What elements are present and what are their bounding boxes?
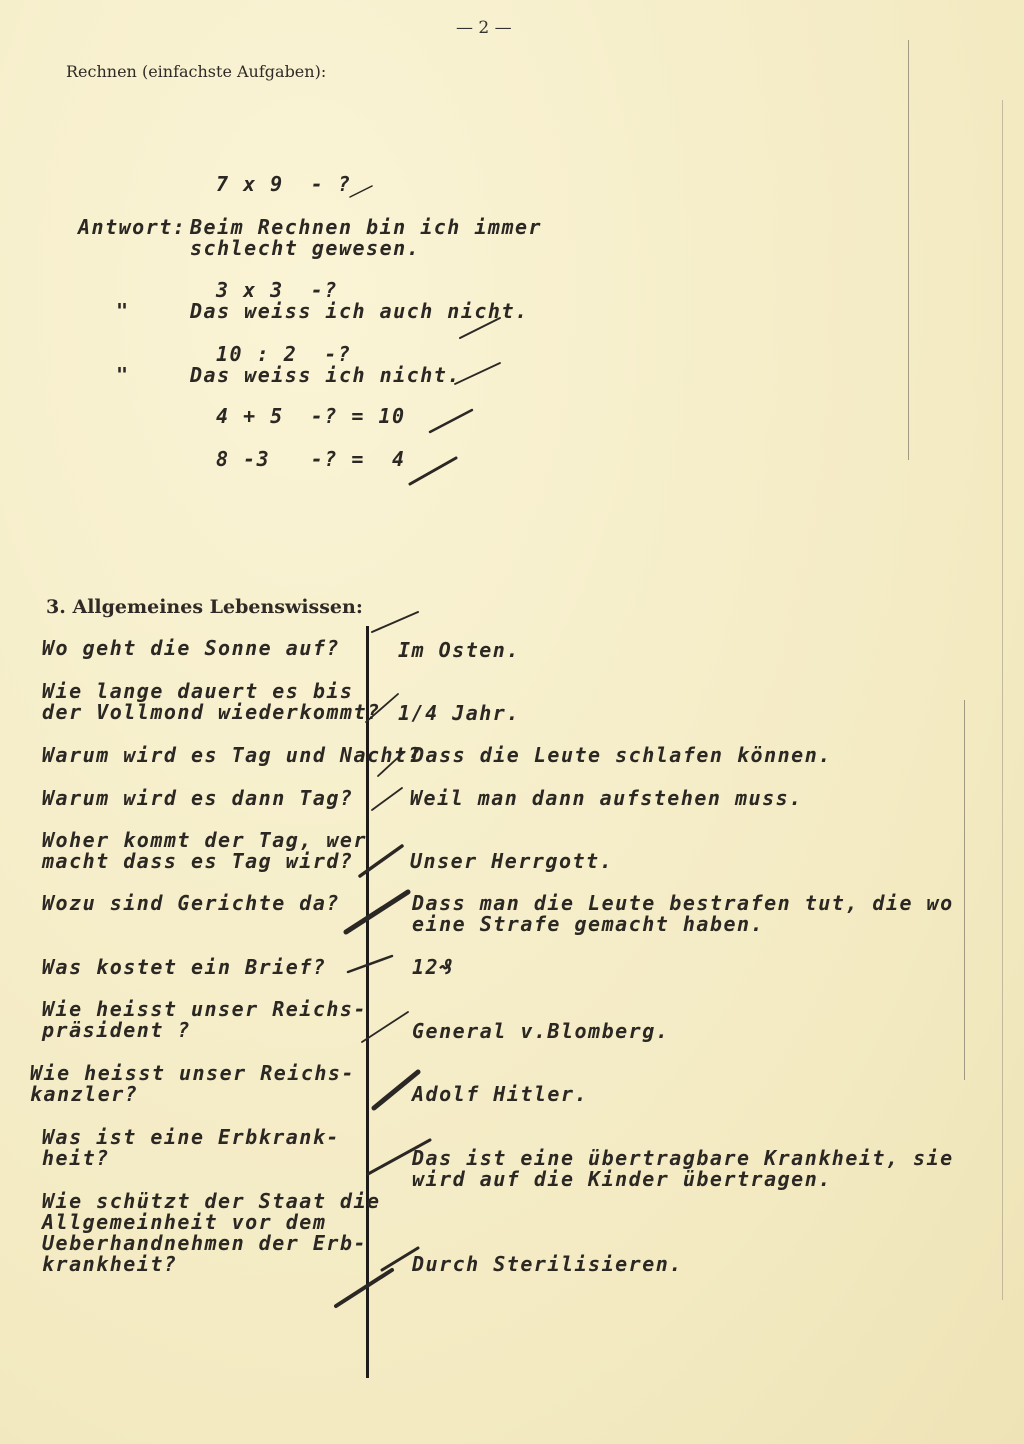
ditto-mark: " [116, 363, 130, 387]
check-mark [372, 788, 402, 810]
arithmetic-answer: Das weiss ich nicht. [190, 363, 461, 387]
check-mark [348, 956, 392, 972]
arithmetic-answer: Beim Rechnen bin ich immer [190, 215, 543, 239]
question: Warum wird es Tag und Nacht? [42, 743, 422, 767]
page-number: — 2 — [456, 18, 512, 38]
answer: Dass man die Leute bestrafen tut, die wo eine Strafe gemacht haben. [412, 891, 954, 936]
check-mark [460, 318, 500, 338]
question: Wie schützt der Staat die Allgemeinheit vor dem Ueberhandnehmen der Erb- krankheit? [42, 1189, 381, 1276]
answer: Adolf Hitler. [412, 1082, 589, 1106]
check-mark [455, 363, 500, 384]
check-mark [346, 892, 408, 932]
question: Wie heisst unser Reichs- präsident ? [42, 997, 367, 1042]
question: Was ist eine Erbkrank- heit? [42, 1125, 340, 1170]
arithmetic-answer: schlecht gewesen. [190, 236, 421, 260]
answer-label: Antwort: [78, 215, 187, 239]
check-mark [374, 1072, 418, 1108]
check-mark [362, 1012, 408, 1042]
answer: Unser Herrgott. [410, 849, 614, 873]
arithmetic-task: 8 -3 -? = 4 [216, 447, 406, 471]
check-mark [382, 1248, 418, 1270]
check-mark [366, 694, 398, 722]
check-mark [360, 846, 402, 876]
question: Woher kommt der Tag, wer macht dass es Tag wird? [42, 828, 367, 873]
answer: Im Osten. [398, 638, 520, 662]
question: Wie heisst unser Reichs- kanzler? [30, 1061, 355, 1106]
check-mark [410, 458, 456, 484]
check-mark [368, 1140, 430, 1174]
ditto-mark: " [116, 299, 130, 323]
arithmetic-task: 4 + 5 -? = 10 [216, 404, 406, 428]
arithmetic-answer: Das weiss ich auch nicht. [190, 299, 529, 323]
answer: Weil man dann aufstehen muss. [410, 786, 803, 810]
arithmetic-task: 3 x 3 -? [216, 278, 338, 302]
check-mark [336, 1270, 392, 1306]
question: Wo geht die Sonne auf? [42, 636, 340, 660]
answer: Durch Sterilisieren. [412, 1252, 683, 1276]
answer: 1/4 Jahr. [398, 701, 520, 725]
answer: 12₰ [412, 955, 453, 979]
check-mark [430, 410, 472, 432]
answer: General v.Blomberg. [412, 1019, 670, 1043]
arithmetic-task: 7 x 9 - ? [216, 172, 352, 196]
question: Wozu sind Gerichte da? [42, 891, 340, 915]
check-mark [372, 612, 418, 632]
question: Warum wird es dann Tag? [42, 786, 354, 810]
check-mark [378, 752, 404, 776]
answer: Dass die Leute schlafen können. [412, 743, 832, 767]
question: Was kostet ein Brief? [42, 955, 327, 979]
check-mark [350, 186, 372, 197]
question: Wie lange dauert es bis der Vollmond wiederkommt? [42, 679, 381, 724]
answer: Das ist eine übertragbare Krankheit, sie wird auf die Kinder übertragen. [412, 1146, 954, 1191]
arithmetic-heading: Rechnen (einfachste Aufgaben): [66, 62, 327, 81]
arithmetic-task: 10 : 2 -? [216, 342, 352, 366]
general-knowledge-heading: 3. Allgemeines Lebenswissen: [46, 596, 363, 618]
